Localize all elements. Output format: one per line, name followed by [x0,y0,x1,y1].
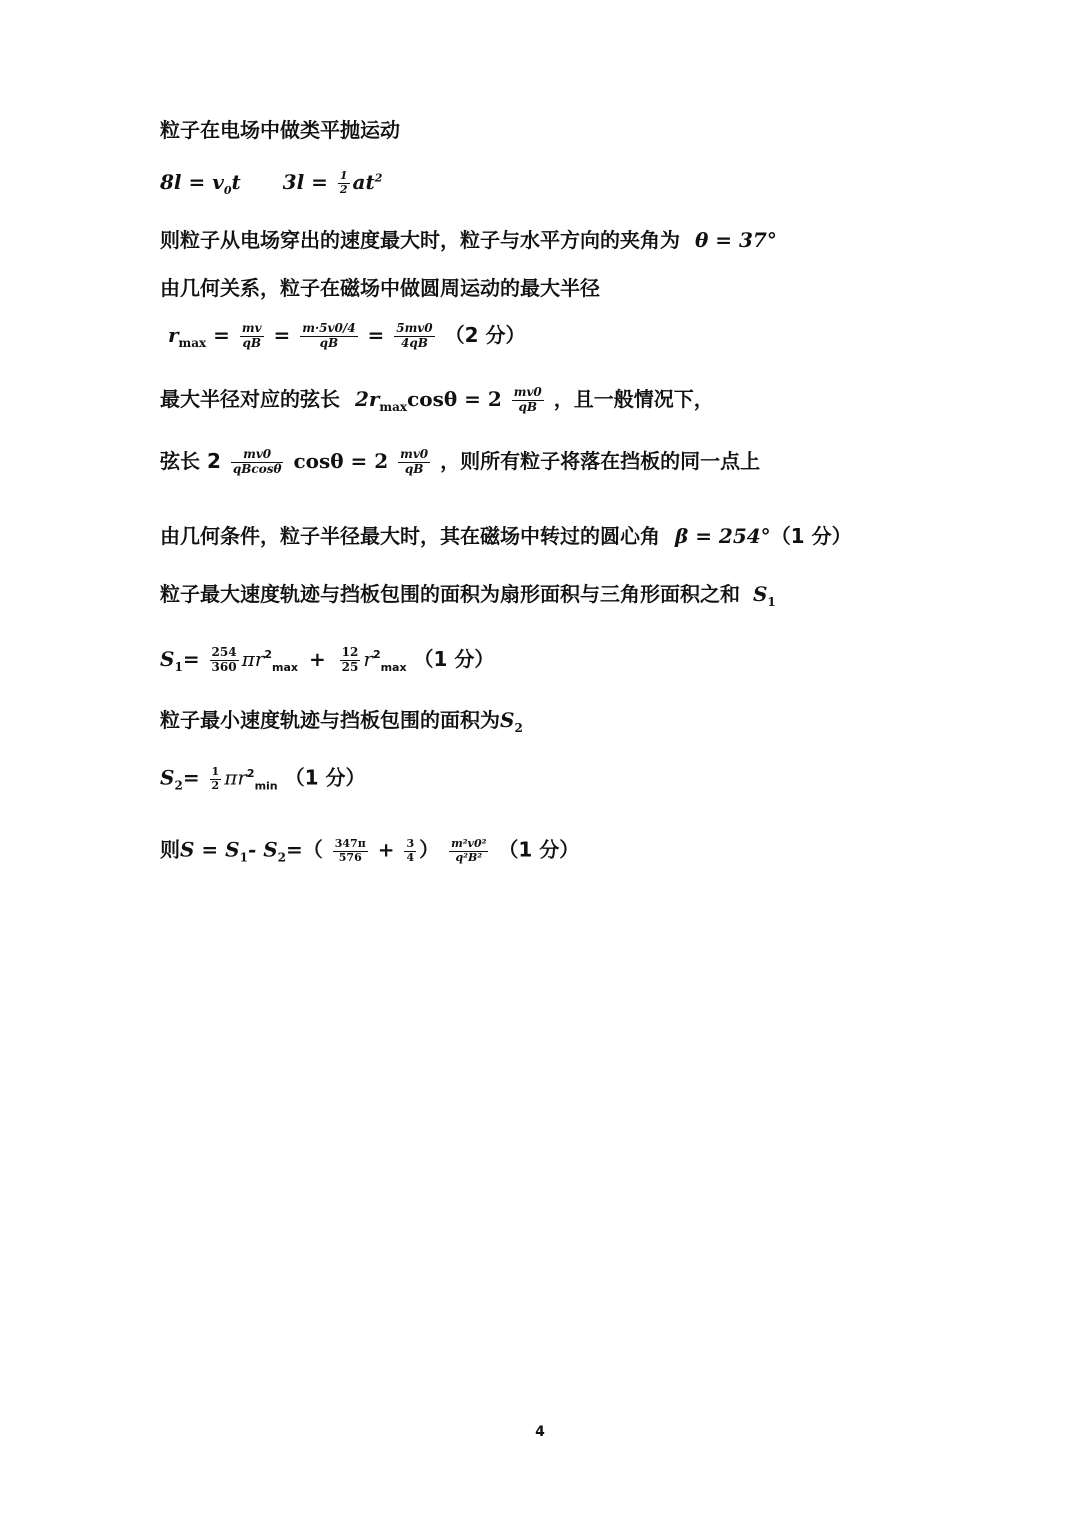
line-10-s1: $S_1=$ $\frac{254}{360}$ $\pi r^2_{max}$ + $\frac{12}{25}$ $r^2_{max}$ （1 分） [160,645,495,674]
line-2-equations [160,170,382,196]
line-13-result: 则$S = S_1-$ $S_2=$（ $\frac{347\pi}{576}$ + $\frac{3}{4}$ ） $\frac{\text{m²v0²}}{\text{q²B²}}$ （1 分） [160,837,580,865]
fraction-347pi-576: $\frac{347\pi}{576}$ [334,837,366,864]
angle-theta: θ = 37° [694,228,777,252]
score-1b: （1 分） [284,765,366,790]
score-1a: （1 分） [413,646,495,671]
line-4: 由几何关系，粒子在磁场中做圆周运动的最大半径 [160,276,600,300]
eq-horizontal: $8l = v_0t$ [160,169,241,197]
fraction-3-4: $\frac{3}{4}$ [406,837,415,864]
score-1c: （1 分） [498,837,580,862]
fraction-5mv0: $\frac{5mv0}{4qB}$ [396,321,433,350]
line-7-chord-general: 弦长 2 $\frac{mv0}{qBcos\theta}$ cosθ = 2 $\frac{mv0}{qB}$ ，则所有粒子将落在挡板的同一点上 [160,447,761,476]
line-11: 粒子最小速度轨迹与挡板包围的面积为$S_2$ [160,708,523,735]
fraction-12-25: $\frac{12}{25}$ [341,645,359,674]
angle-beta: β = 254° [674,524,771,548]
fraction-mv0-qb-2: $\frac{mv0}{qB}$ [400,447,429,476]
line-9: 粒子最大速度轨迹与挡板包围的面积为扇形面积与三角形面积之和 $S_1$ [160,582,776,609]
fraction-half: $\frac{1}{2}$ [339,169,348,196]
fraction-one-half: $\frac{1}{2}$ [211,765,220,792]
text-class-projectile: 粒子在电场中做类平抛运动 [160,118,400,142]
fraction-mv-qb: $\frac{mv}{qB}$ [241,321,262,350]
fraction-254-360: $\frac{254}{360}$ [211,645,237,674]
score-2: （2 分） [444,322,526,347]
line-5-rmax: $r_{max}$ = $\frac{mv}{qB}$ = $\frac{m\cdot 5v0/4}{qB}$ = $\frac{5mv0}{4qB}$ （2 分） [168,321,526,350]
eq-vertical: 3l = $\frac{1}{2}$ $at^2$ [282,169,383,196]
line-6-chord: 最大半径对应的弦长 $2r_{max}\cos\theta = 2$ $\frac{mv0}{qB}$ ，且一般情况下， [160,385,714,414]
fraction-m2v02-q2b2: $\frac{\text{m²v0²}}{\text{q²B²}}$ [451,837,487,864]
fraction-m5v0: $\frac{m\cdot 5v0/4}{qB}$ [302,321,356,350]
fraction-mv0-qbcos: $\frac{mv0}{qBcos\theta}$ [232,447,282,476]
fraction-mv0-qb: $\frac{mv0}{qB}$ [513,385,542,414]
page-number: 4 [535,1424,545,1440]
line-8-angle: 由几何条件，粒子半径最大时，其在磁场中转过的圆心角 β = 254°（1 分） [160,524,852,548]
line-3: 则粒子从电场穿出的速度最大时，粒子与水平方向的夹角为 θ = 37° [160,228,777,252]
line-1 [160,120,400,140]
line-12-s2: $S_2=$ $\frac{1}{2}$ $\pi r^2_{min}$ （1 分） [160,765,366,793]
